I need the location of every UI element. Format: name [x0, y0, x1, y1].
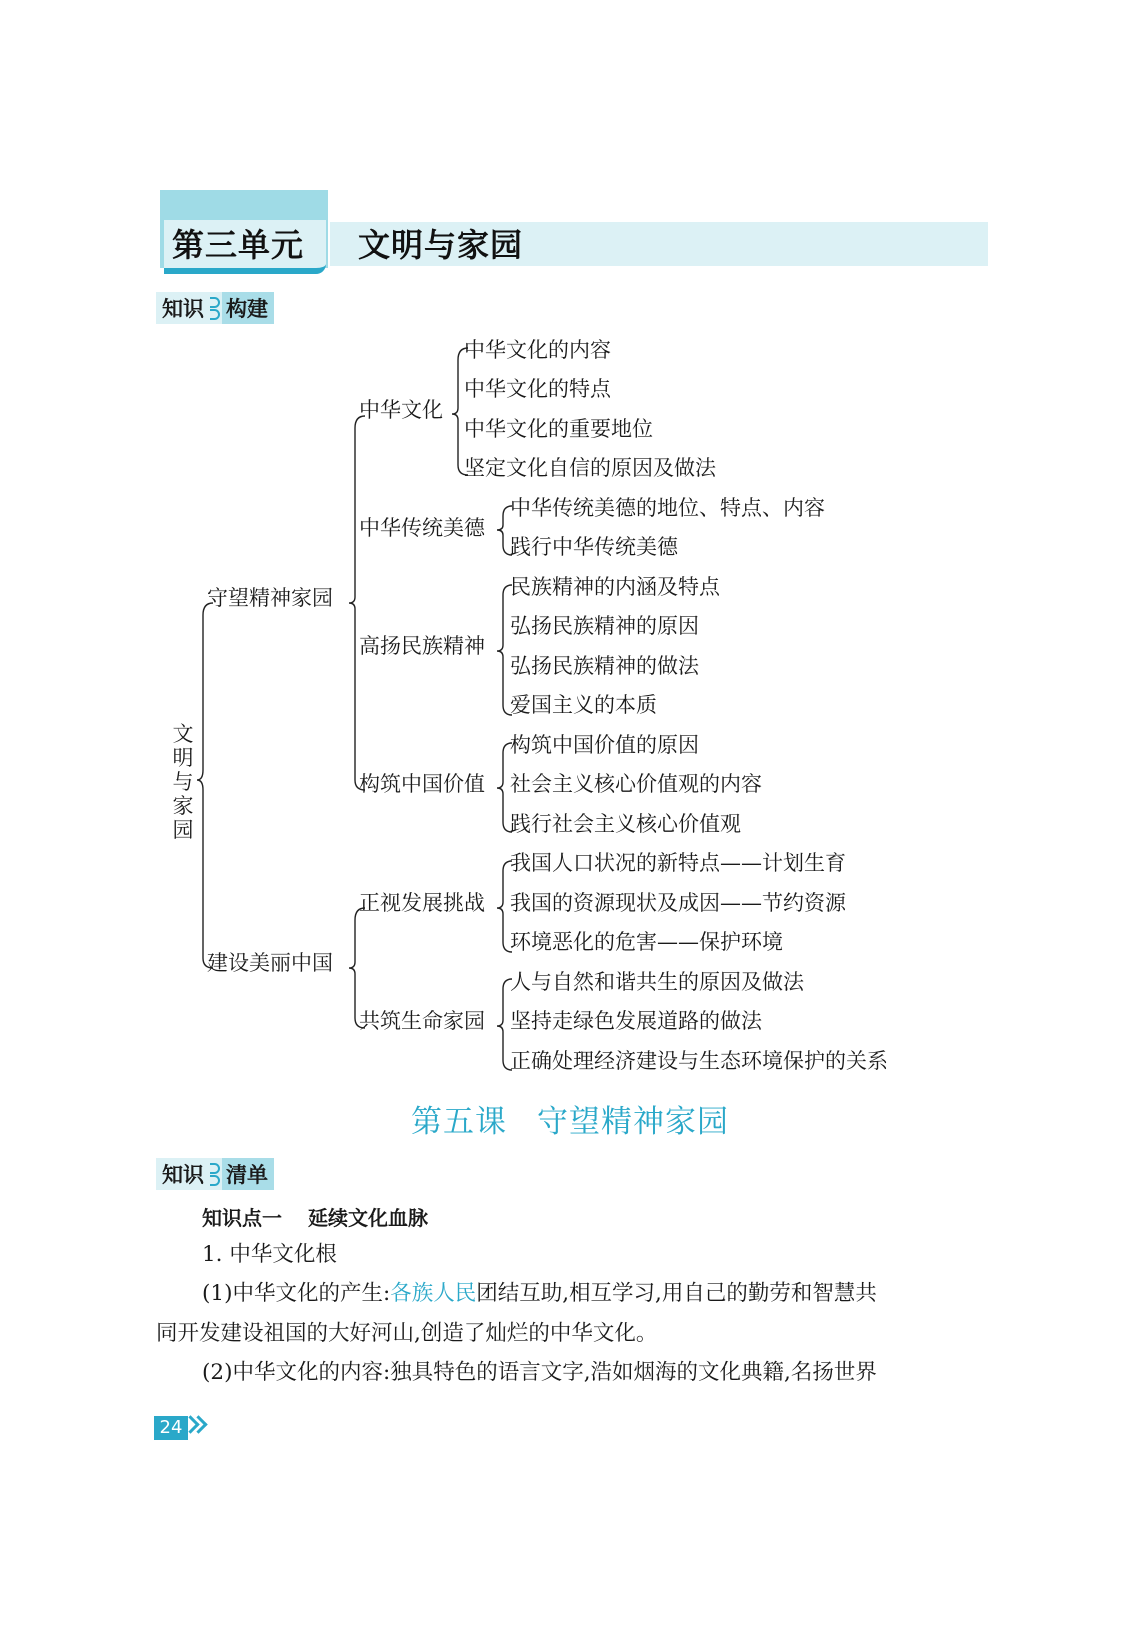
- paragraph-prefix: (1)中华文化的产生:: [202, 1281, 391, 1306]
- mindmap-leaf: 中华传统美德的地位、特点、内容: [510, 496, 825, 520]
- lesson-number: 第五课: [411, 1104, 507, 1140]
- tag-label-knowledge: 知识: [156, 1158, 208, 1190]
- unit-title: 文明与家园: [358, 226, 524, 264]
- mindmap-node-values: 构筑中国价值: [359, 772, 485, 796]
- paragraph-text: 团结互助,相互学习,用自己的勤劳和智慧共: [476, 1281, 877, 1306]
- page-number: [154, 1416, 198, 1440]
- mindmap-leaf: 坚持走绿色发展道路的做法: [510, 1009, 762, 1033]
- mindmap-root-label: 文 明 与 家 园: [172, 722, 194, 842]
- knowledge-point-title: 延续文化血脉: [308, 1206, 428, 1230]
- paragraph-line: [202, 1274, 992, 1314]
- mindmap-node-challenge: 正视发展挑战: [359, 891, 485, 915]
- mindmap-node-home: 共筑生命家园: [359, 1009, 485, 1033]
- mindmap-leaf: 弘扬民族精神的原因: [510, 614, 699, 638]
- mindmap-leaf: 坚定文化自信的原因及做法: [464, 456, 716, 480]
- mindmap-leaf: 社会主义核心价值观的内容: [510, 772, 762, 796]
- knowledge-point-label: 知识点一: [202, 1206, 282, 1230]
- highlight-keyword: 各族人民: [390, 1281, 477, 1306]
- tag-hook-icon: [208, 1158, 222, 1190]
- mindmap-leaf: 环境恶化的危害——保护环境: [510, 930, 783, 954]
- page-number-label: 24: [154, 1416, 188, 1440]
- lesson-title: 守望精神家园: [537, 1104, 729, 1140]
- paragraph-line: (2)中华文化的内容:独具特色的语言文字,浩如烟海的文化典籍,名扬世界: [202, 1360, 877, 1385]
- section-tag-list: [156, 1158, 274, 1190]
- mindmap-node-culture: 中华文化: [359, 398, 443, 422]
- item-heading: 1. 中华文化根: [202, 1242, 337, 1267]
- mindmap-leaf: 中华文化的特点: [464, 377, 611, 401]
- mindmap-leaf: 践行社会主义核心价值观: [510, 812, 741, 836]
- paragraph-line: 同开发建设祖国的大好河山,创造了灿烂的中华文化。: [156, 1321, 658, 1346]
- mindmap-leaf: 构筑中国价值的原因: [510, 733, 699, 757]
- mindmap-leaf: 正确处理经济建设与生态环境保护的关系: [510, 1049, 888, 1073]
- tag-label-build: 构建: [222, 292, 274, 324]
- mindmap-leaf: 我国的资源现状及成因——节约资源: [510, 891, 846, 915]
- mindmap-leaf: 践行中华传统美德: [510, 535, 678, 559]
- mindmap-node-build-china: 建设美丽中国: [207, 951, 333, 975]
- mindmap-leaf: 爱国主义的本质: [510, 693, 657, 717]
- tag-label-knowledge: 知识: [156, 292, 208, 324]
- mindmap-leaf: 中华文化的重要地位: [464, 417, 653, 441]
- mindmap-node-virtue: 中华传统美德: [359, 516, 485, 540]
- mindmap-node-spirit: 高扬民族精神: [359, 634, 485, 658]
- unit-number: 第三单元: [172, 226, 305, 264]
- mindmap-root: [171, 722, 195, 842]
- lesson-heading: [0, 1096, 1140, 1141]
- tag-label-list: 清单: [222, 1158, 274, 1190]
- mindmap-leaf: 弘扬民族精神的做法: [510, 654, 699, 678]
- mindmap-leaf: 民族精神的内涵及特点: [510, 575, 720, 599]
- knowledge-point-heading: [202, 1202, 428, 1231]
- mindmap-node-guard-home: 守望精神家园: [207, 586, 333, 610]
- mindmap-leaf: 中华文化的内容: [464, 338, 611, 362]
- mindmap-leaf: 我国人口状况的新特点——计划生育: [510, 851, 846, 875]
- mindmap-leaf: 人与自然和谐共生的原因及做法: [510, 970, 804, 994]
